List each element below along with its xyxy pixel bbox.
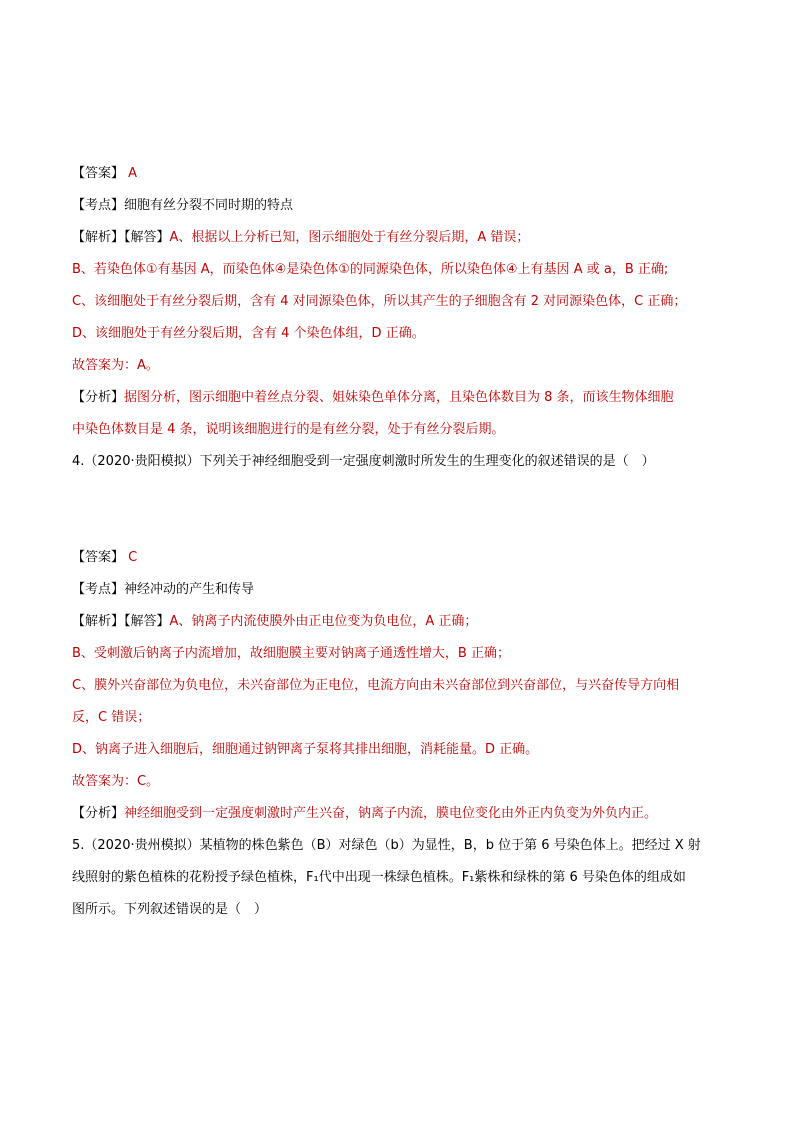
answer-value: C — [128, 550, 138, 565]
fenxi-tag: 【分析】 — [72, 390, 125, 405]
answer-tag: 【答案】 — [72, 166, 125, 181]
kaodian-text: 细胞有丝分裂不同时期的特点 — [124, 198, 294, 213]
q3-jiexi-c: C、该细胞处于有丝分裂后期，含有 4 对同源染色体，所以其产生的子细胞含有 2 对同源染色体，C 正确； — [72, 294, 687, 309]
jiexi-tag: 【解析】【解答】 — [72, 230, 170, 245]
q4-fenxi — [72, 804, 722, 824]
answer-value: A — [128, 166, 138, 181]
q5-stem-3: 图所示。下列叙述错误的是（ ） — [72, 902, 268, 917]
jiexi-tag: 【解析】【解答】 — [72, 614, 170, 629]
fenxi-tag: 【分析】 — [72, 806, 125, 821]
q4-jiexi-d: D、钠离子进入细胞后，细胞通过钠钾离子泵将其排出细胞，消耗能量。D 正确。 — [72, 742, 539, 757]
q3-fenxi-1 — [72, 388, 722, 408]
answer-tag: 【答案】 — [72, 550, 125, 565]
q5-stem-1: 5.（2020·贵州模拟）某植物的株色紫色（B）对绿色（b）为显性，B，b 位于第 6 号染色体上。把经过 X 射 — [72, 838, 701, 853]
q4-answer — [72, 548, 722, 568]
q4-jiexi-c2: 反，C 错误； — [72, 710, 151, 725]
q4-guda: 故答案为：C。 — [72, 774, 160, 789]
q4-jiexi-b: B、受刺激后钠离子内流增加，故细胞膜主要对钠离子通透性增大，B 正确； — [72, 646, 510, 661]
q4-kaodian — [72, 580, 722, 600]
q3-guda: 故答案为：A。 — [72, 358, 159, 373]
jiexi-text: A、钠离子内流使膜外由正电位变为负电位，A 正确； — [169, 614, 478, 629]
kaodian-tag: 【考点】 — [72, 198, 125, 213]
q3-answer — [72, 164, 722, 184]
kaodian-text: 神经冲动的产生和传导 — [124, 582, 255, 597]
kaodian-tag: 【考点】 — [72, 582, 125, 597]
q3-jiexi-a — [72, 228, 722, 248]
q4-stem: 4.（2020·贵阳模拟）下列关于神经细胞受到一定强度刺激时所发生的生理变化的叙述错误的是（ ） — [72, 454, 655, 469]
fenxi-text: 据图分析，图示细胞中着丝点分裂、姐妹染色单体分离，且染色体数目为 8 条，而该生物体细胞 — [124, 390, 674, 405]
q4-jiexi-c1: C、膜外兴奋部位为负电位，未兴奋部位为正电位，电流方向由未兴奋部位到兴奋部位，与兴奋传导方向相 — [72, 678, 680, 693]
q3-fenxi-2: 中染色体数目是 4 条，说明该细胞进行的是有丝分裂，处于有丝分裂后期。 — [72, 422, 505, 437]
q3-kaodian — [72, 196, 722, 216]
fenxi-text: 神经细胞受到一定强度刺激时产生兴奋，钠离子内流，膜电位变化由外正内负变为外负内正。 — [124, 806, 658, 821]
q3-jiexi-d: D、该细胞处于有丝分裂后期，含有 4 个染色体组，D 正确。 — [72, 326, 425, 341]
q5-stem-2: 线照射的紫色植株的花粉授予绿色植株，F₁代中出现一株绿色植株。F₁紫株和绿株的第 6 号染色体的组成如 — [72, 870, 686, 885]
jiexi-text: A、根据以上分析已知，图示细胞处于有丝分裂后期，A 错误； — [169, 230, 530, 245]
q3-jiexi-b: B、若染色体①有基因 A，而染色体④是染色体①的同源染色体，所以染色体④上有基因 A 或 a，B 正确; — [72, 262, 669, 277]
q4-jiexi-a — [72, 612, 722, 632]
